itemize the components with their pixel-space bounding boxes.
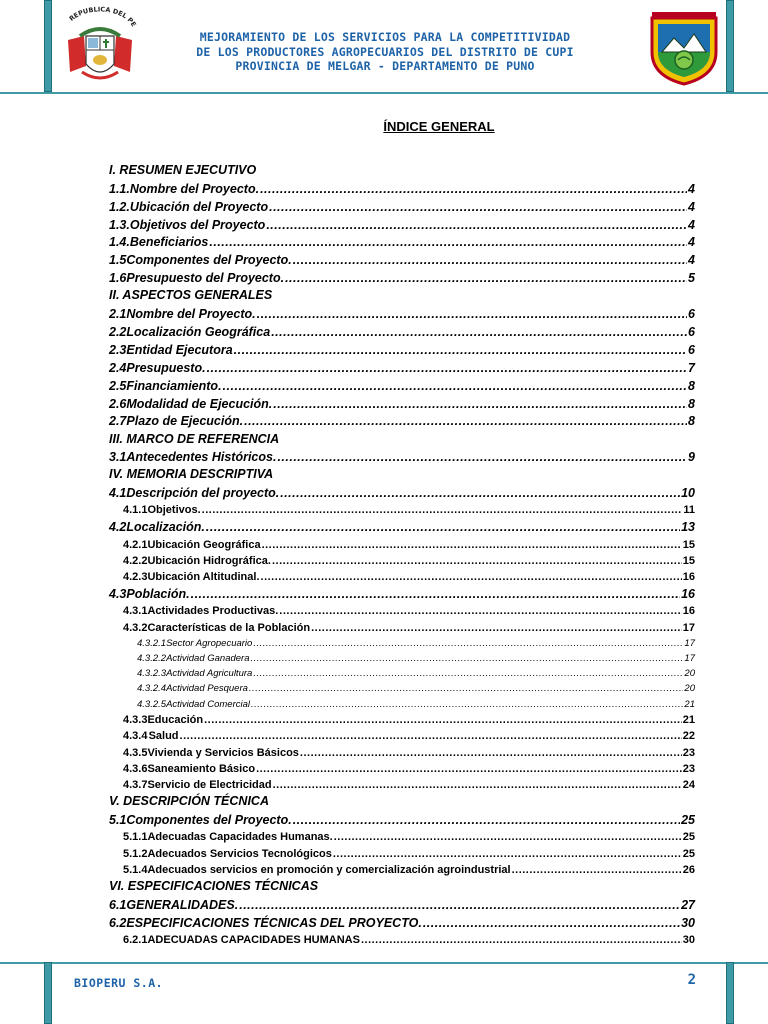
- toc-page-number: 21: [682, 713, 695, 726]
- toc-page-number: 4: [688, 235, 695, 250]
- toc-page-number: 4: [688, 199, 695, 214]
- toc-dot-leader: [206, 520, 680, 534]
- toc-entry-label: ESPECIFICACIONES TÉCNICAS DEL PROYECTO.: [126, 915, 422, 930]
- toc-entry-number: 4.3.3: [123, 713, 148, 726]
- toc-entry-number: 4.3.1: [123, 605, 148, 618]
- toc-page-number: 9: [688, 450, 695, 465]
- toc-entry-number: 4.3.2: [123, 621, 148, 634]
- toc-dot-leader: [260, 182, 687, 196]
- toc-entry-number: 4.3.2.4: [137, 683, 167, 695]
- toc-dot-leader: [234, 343, 687, 357]
- toc-section-label: I. RESUMEN EJECUTIVO: [109, 163, 257, 177]
- toc-dot-leader: [293, 253, 687, 267]
- toc-dot-leader: [293, 813, 680, 827]
- toc-entry-label: Localización Geográfica: [126, 324, 271, 339]
- toc-dot-leader: [223, 379, 688, 393]
- toc-page-number: 20: [684, 683, 695, 695]
- toc-entry[interactable]: [109, 250, 695, 268]
- toc-entry[interactable]: [109, 516, 695, 534]
- toc-entry-label: Servicio de Electricidad: [147, 779, 272, 792]
- toc-entry-number: 1.3.: [109, 217, 130, 232]
- header-line-2: DE LOS PRODUCTORES AGROPECUARIOS DEL DISTRITO DE CUPI: [196, 44, 574, 59]
- toc-dot-leader: [204, 714, 682, 726]
- toc-page-number: 6: [688, 342, 695, 357]
- toc-entry[interactable]: [123, 500, 695, 516]
- toc-entry-label: Salud: [148, 730, 179, 743]
- toc-dot-leader: [253, 638, 683, 649]
- toc-page-number: 10: [681, 486, 695, 501]
- toc-entry-label: Actividad Ganadera: [166, 653, 250, 665]
- toc-entry[interactable]: [109, 321, 695, 339]
- toc-entry[interactable]: [109, 809, 695, 827]
- toc-entry-label: Presupuesto del Proyecto.: [126, 271, 285, 286]
- toc-section-heading[interactable]: [109, 876, 318, 893]
- footer-company: BIOPERU S.A.: [74, 976, 164, 990]
- toc-page-number: 27: [681, 897, 695, 912]
- peru-coat-of-arms-logo: [60, 6, 140, 90]
- toc-entry[interactable]: [109, 912, 695, 930]
- toc-page-number: 8: [688, 414, 695, 429]
- toc-dot-leader: [261, 571, 682, 583]
- toc-entry[interactable]: [123, 930, 695, 946]
- toc-entry-number: 4.1: [109, 486, 127, 501]
- toc-entry-number: 2.1: [109, 307, 127, 322]
- toc-entry-number: 2.7: [109, 414, 127, 429]
- toc-entry-label: Actividad Agricultura: [166, 668, 253, 680]
- toc-entry[interactable]: [109, 894, 695, 912]
- toc-entry[interactable]: [109, 339, 695, 357]
- toc-entry-label: Antecedentes Históricos.: [126, 450, 277, 465]
- header-rule: [0, 92, 768, 94]
- header-right-bar: [726, 0, 734, 92]
- toc-entry-number: 6.1: [109, 897, 127, 912]
- toc-section-heading[interactable]: [109, 429, 279, 446]
- toc-dot-leader: [273, 397, 687, 411]
- toc-entry-label: Adecuados Servicios Tecnológicos: [147, 847, 332, 860]
- toc-page-number: 17: [684, 653, 695, 665]
- toc-section-heading[interactable]: [109, 464, 273, 481]
- toc-entry[interactable]: [109, 411, 695, 429]
- toc-entry-label: Nombre del Proyecto.: [126, 307, 256, 322]
- toc-entry-number: 6.2.1: [123, 933, 148, 946]
- toc-entry-number: 1.6: [109, 271, 127, 286]
- toc-dot-leader: [361, 934, 682, 946]
- toc-entry-label: Sector Agropecuario: [166, 637, 253, 649]
- toc-entry[interactable]: [109, 482, 695, 500]
- district-emblem-logo: [648, 10, 720, 86]
- toc-page-number: 16: [681, 587, 695, 602]
- toc-entry-label: Presupuesto.: [126, 360, 206, 375]
- toc-section-label: IV. MEMORIA DESCRIPTIVA: [109, 467, 274, 482]
- toc-entry-number: 2.2: [109, 324, 127, 339]
- toc-entry[interactable]: [123, 843, 695, 859]
- toc-dot-leader: [207, 361, 687, 375]
- toc-entry-number: 1.5: [109, 253, 127, 268]
- toc-page-number: 16: [682, 571, 695, 584]
- toc-dot-leader: [191, 587, 681, 601]
- toc-dot-leader: [262, 539, 682, 551]
- toc-entry-number: 4.2.3: [123, 571, 148, 584]
- toc-entry-label: GENERALIDADES.: [126, 897, 239, 912]
- toc-entry[interactable]: [109, 214, 695, 232]
- toc-page-number: 15: [682, 538, 695, 551]
- toc-page-number: 21: [684, 698, 695, 710]
- toc-entry[interactable]: [123, 601, 695, 617]
- toc-entry[interactable]: [123, 617, 695, 633]
- toc-entry[interactable]: [137, 634, 695, 649]
- toc-entry[interactable]: [109, 196, 695, 214]
- toc-dot-leader: [279, 605, 681, 617]
- toc-entry-number: 2.4: [109, 360, 127, 375]
- toc-page-number: 11: [683, 504, 695, 517]
- toc-section-label: V. DESCRIPCIÓN TÉCNICA: [109, 794, 269, 809]
- toc-page-number: 24: [682, 779, 695, 792]
- toc-entry-number: 4.2.2: [123, 554, 148, 567]
- toc-dot-leader: [257, 307, 687, 321]
- toc-entry-number: 4.3.2.3: [137, 668, 167, 680]
- toc-entry[interactable]: [109, 357, 695, 375]
- toc-entry-number: 2.6: [109, 396, 127, 411]
- toc-entry-label: Beneficiarios: [129, 235, 209, 250]
- toc-entry-label: Ubicación Hidrográfica.: [147, 554, 271, 567]
- toc-page-number: 16: [682, 605, 695, 618]
- toc-dot-leader: [244, 414, 687, 428]
- toc-entry[interactable]: [137, 679, 695, 694]
- toc-dot-leader: [311, 622, 682, 634]
- toc-entry-label: Características de la Población: [147, 621, 311, 634]
- toc-page-number: 6: [688, 307, 695, 322]
- toc-page-number: 13: [681, 520, 695, 535]
- toc-entry-label: Entidad Ejecutora: [126, 342, 233, 357]
- toc-entry-label: Ubicación Geográfica: [147, 538, 261, 551]
- toc-entry-number: 4.3.5: [123, 746, 148, 759]
- toc-page-number: 4: [688, 217, 695, 232]
- toc-entry[interactable]: [109, 375, 695, 393]
- toc-entry-number: 5.1.2: [123, 847, 148, 860]
- toc-entry-label: Modalidad de Ejecución.: [126, 396, 273, 411]
- toc-entry[interactable]: [123, 860, 695, 876]
- header-line-1: MEJORAMIENTO DE LOS SERVICIOS PARA LA COMPETITIVIDAD: [199, 30, 571, 44]
- project-header: [140, 30, 630, 74]
- footer-right-bar: [726, 962, 734, 1024]
- toc-page-number: 15: [682, 554, 695, 567]
- toc-entry-label: Componentes del Proyecto.: [126, 253, 292, 268]
- toc-entry[interactable]: [109, 446, 695, 464]
- footer-page-number: 2: [687, 972, 696, 988]
- toc-page-number: 23: [682, 762, 695, 775]
- toc-entry[interactable]: [123, 534, 695, 550]
- svg-text:REPUBLICA DEL PERU: REPUBLICA DEL PE: [67, 6, 138, 29]
- footer-left-bar: [44, 962, 52, 1024]
- toc-dot-leader: [273, 779, 682, 791]
- toc-entry-number: 4.1.1: [123, 504, 148, 517]
- toc-page-number: 22: [682, 730, 695, 743]
- toc-entry[interactable]: [123, 827, 695, 843]
- toc-entry[interactable]: [123, 742, 695, 758]
- toc-entry[interactable]: [109, 303, 695, 321]
- toc-entry-label: Población.: [126, 587, 190, 602]
- toc-entry-number: 4.3.6: [123, 762, 148, 775]
- toc-dot-leader: [256, 763, 682, 775]
- toc-entry[interactable]: [123, 726, 695, 742]
- toc-entry-number: 2.5: [109, 378, 127, 393]
- toc-dot-leader: [334, 831, 682, 843]
- toc-entry-label: Actividad Comercial: [166, 698, 251, 710]
- toc-entry[interactable]: [123, 759, 695, 775]
- toc-entry[interactable]: [137, 695, 695, 710]
- toc-entry-label: Ubicación del Proyecto: [129, 199, 269, 214]
- toc-entry-label: Objetivos del Proyecto: [129, 217, 266, 232]
- toc-page-number: 17: [682, 621, 695, 634]
- toc-entry[interactable]: [109, 393, 695, 411]
- toc-page-number: 26: [682, 863, 695, 876]
- toc-dot-leader: [271, 325, 687, 339]
- toc-entry-label: Vivienda y Servicios Básicos: [147, 746, 299, 759]
- toc-entry-label: Actividades Productivas.: [147, 605, 279, 618]
- toc-entry-label: Actividad Pesquera: [166, 683, 248, 695]
- toc-entry-label: Plazo de Ejecución.: [126, 414, 244, 429]
- toc-section-label: III. MARCO DE REFERENCIA: [109, 431, 280, 446]
- toc-page-number: 6: [688, 324, 695, 339]
- toc-page-number: 30: [681, 915, 695, 930]
- toc-entry[interactable]: [123, 710, 695, 726]
- toc-section-label: II. ASPECTOS GENERALES: [109, 288, 273, 303]
- toc-dot-leader: [253, 668, 683, 679]
- toc-section-label: VI. ESPECIFICACIONES TÉCNICAS: [109, 878, 319, 893]
- toc-section-heading[interactable]: [109, 791, 269, 808]
- toc-page-number: 30: [682, 933, 695, 946]
- toc-dot-leader: [209, 235, 687, 249]
- toc-dot-leader: [249, 683, 684, 694]
- toc-page-number: 25: [682, 847, 695, 860]
- header-line-3: PROVINCIA DE MELGAR - DEPARTAMENTO DE PUNO: [235, 59, 535, 73]
- toc-entry-label: Localización.: [126, 520, 205, 535]
- toc-page-number: 17: [684, 637, 695, 649]
- page-title: ÍNDICE GENERAL: [383, 119, 495, 134]
- toc-page-number: 5: [688, 271, 695, 286]
- toc-dot-leader: [277, 450, 687, 464]
- toc-dot-leader: [180, 730, 682, 742]
- toc-entry-number: 1.1.: [109, 181, 130, 196]
- toc-entry[interactable]: [137, 649, 695, 664]
- toc-entry-number: 5.1.4: [123, 863, 148, 876]
- toc-entry[interactable]: [123, 567, 695, 583]
- toc-entry-number: 4.3.4: [123, 730, 148, 743]
- toc-page-number: 25: [682, 831, 695, 844]
- toc-page-number: 25: [681, 812, 695, 827]
- toc-entry[interactable]: [137, 664, 695, 679]
- toc-entry-number: 4.3: [109, 587, 127, 602]
- toc-dot-leader: [280, 486, 680, 500]
- toc-entry-label: Objetivos.: [147, 504, 201, 517]
- toc-entry-label: Saneamiento Básico: [147, 762, 256, 775]
- toc-dot-leader: [251, 699, 683, 710]
- toc-page-number: 8: [688, 396, 695, 411]
- toc-entry-label: Descripción del proyecto.: [126, 486, 280, 501]
- toc-dot-leader: [333, 848, 682, 860]
- toc-section-heading[interactable]: [109, 160, 256, 177]
- toc-dot-leader: [300, 747, 682, 759]
- toc-page-number: 20: [684, 668, 695, 680]
- toc-dot-leader: [269, 200, 687, 214]
- toc-section-heading[interactable]: [109, 285, 272, 302]
- toc-entry-number: 4.3.2.1: [137, 637, 167, 649]
- toc-entry-number: 2.3: [109, 342, 127, 357]
- toc-entry-number: 1.2.: [109, 199, 130, 214]
- toc-entry-number: 1.4.: [109, 235, 130, 250]
- toc-entry[interactable]: [109, 178, 695, 196]
- toc-entry[interactable]: [123, 775, 695, 791]
- toc-dot-leader: [285, 271, 687, 285]
- toc-entry[interactable]: [109, 267, 695, 285]
- toc-entry-label: Adecuadas Capacidades Humanas.: [147, 831, 333, 844]
- toc-page-number: 4: [688, 253, 695, 268]
- toc-page-number: 8: [688, 378, 695, 393]
- toc-dot-leader: [272, 555, 682, 567]
- toc-entry-number: 5.1.1: [123, 831, 148, 844]
- toc-entry-number: 6.2: [109, 915, 127, 930]
- toc-dot-leader: [423, 916, 680, 930]
- toc-entry-number: 4.3.2.5: [137, 698, 167, 710]
- toc-page-number: 23: [682, 746, 695, 759]
- toc-entry-label: Adecuados servicios en promoción y comercialización agroindustrial: [147, 863, 511, 876]
- toc-page-number: 7: [688, 360, 695, 375]
- toc-page-number: 4: [688, 181, 695, 196]
- toc-dot-leader: [266, 218, 687, 232]
- toc-entry[interactable]: [123, 551, 695, 567]
- toc-entry-label: Componentes del Proyecto.: [126, 812, 292, 827]
- toc-entry-number: 4.2.1: [123, 538, 148, 551]
- toc-entry-number: 4.3.7: [123, 779, 148, 792]
- toc-dot-leader: [512, 864, 682, 876]
- toc-entry-label: Nombre del Proyecto.: [129, 181, 260, 196]
- toc-entry-number: 4.2: [109, 520, 127, 535]
- header-left-bar: [44, 0, 52, 92]
- toc-entry[interactable]: [109, 583, 695, 601]
- toc-entry-number: 4.3.2.2: [137, 653, 167, 665]
- toc-dot-leader: [202, 504, 683, 516]
- toc-entry-label: Ubicación Altitudinal.: [147, 571, 260, 584]
- toc-entry-number: 5.1: [109, 812, 127, 827]
- toc-entry-label: Educación: [147, 713, 204, 726]
- toc-entry[interactable]: [109, 232, 695, 250]
- toc-dot-leader: [239, 898, 680, 912]
- toc-entry-label: Financiamiento.: [126, 378, 222, 393]
- toc-entry-label: ADECUADAS CAPACIDADES HUMANAS: [147, 933, 360, 946]
- toc-dot-leader: [251, 653, 684, 664]
- toc-entry-number: 3.1: [109, 450, 127, 465]
- footer-rule: [0, 962, 768, 964]
